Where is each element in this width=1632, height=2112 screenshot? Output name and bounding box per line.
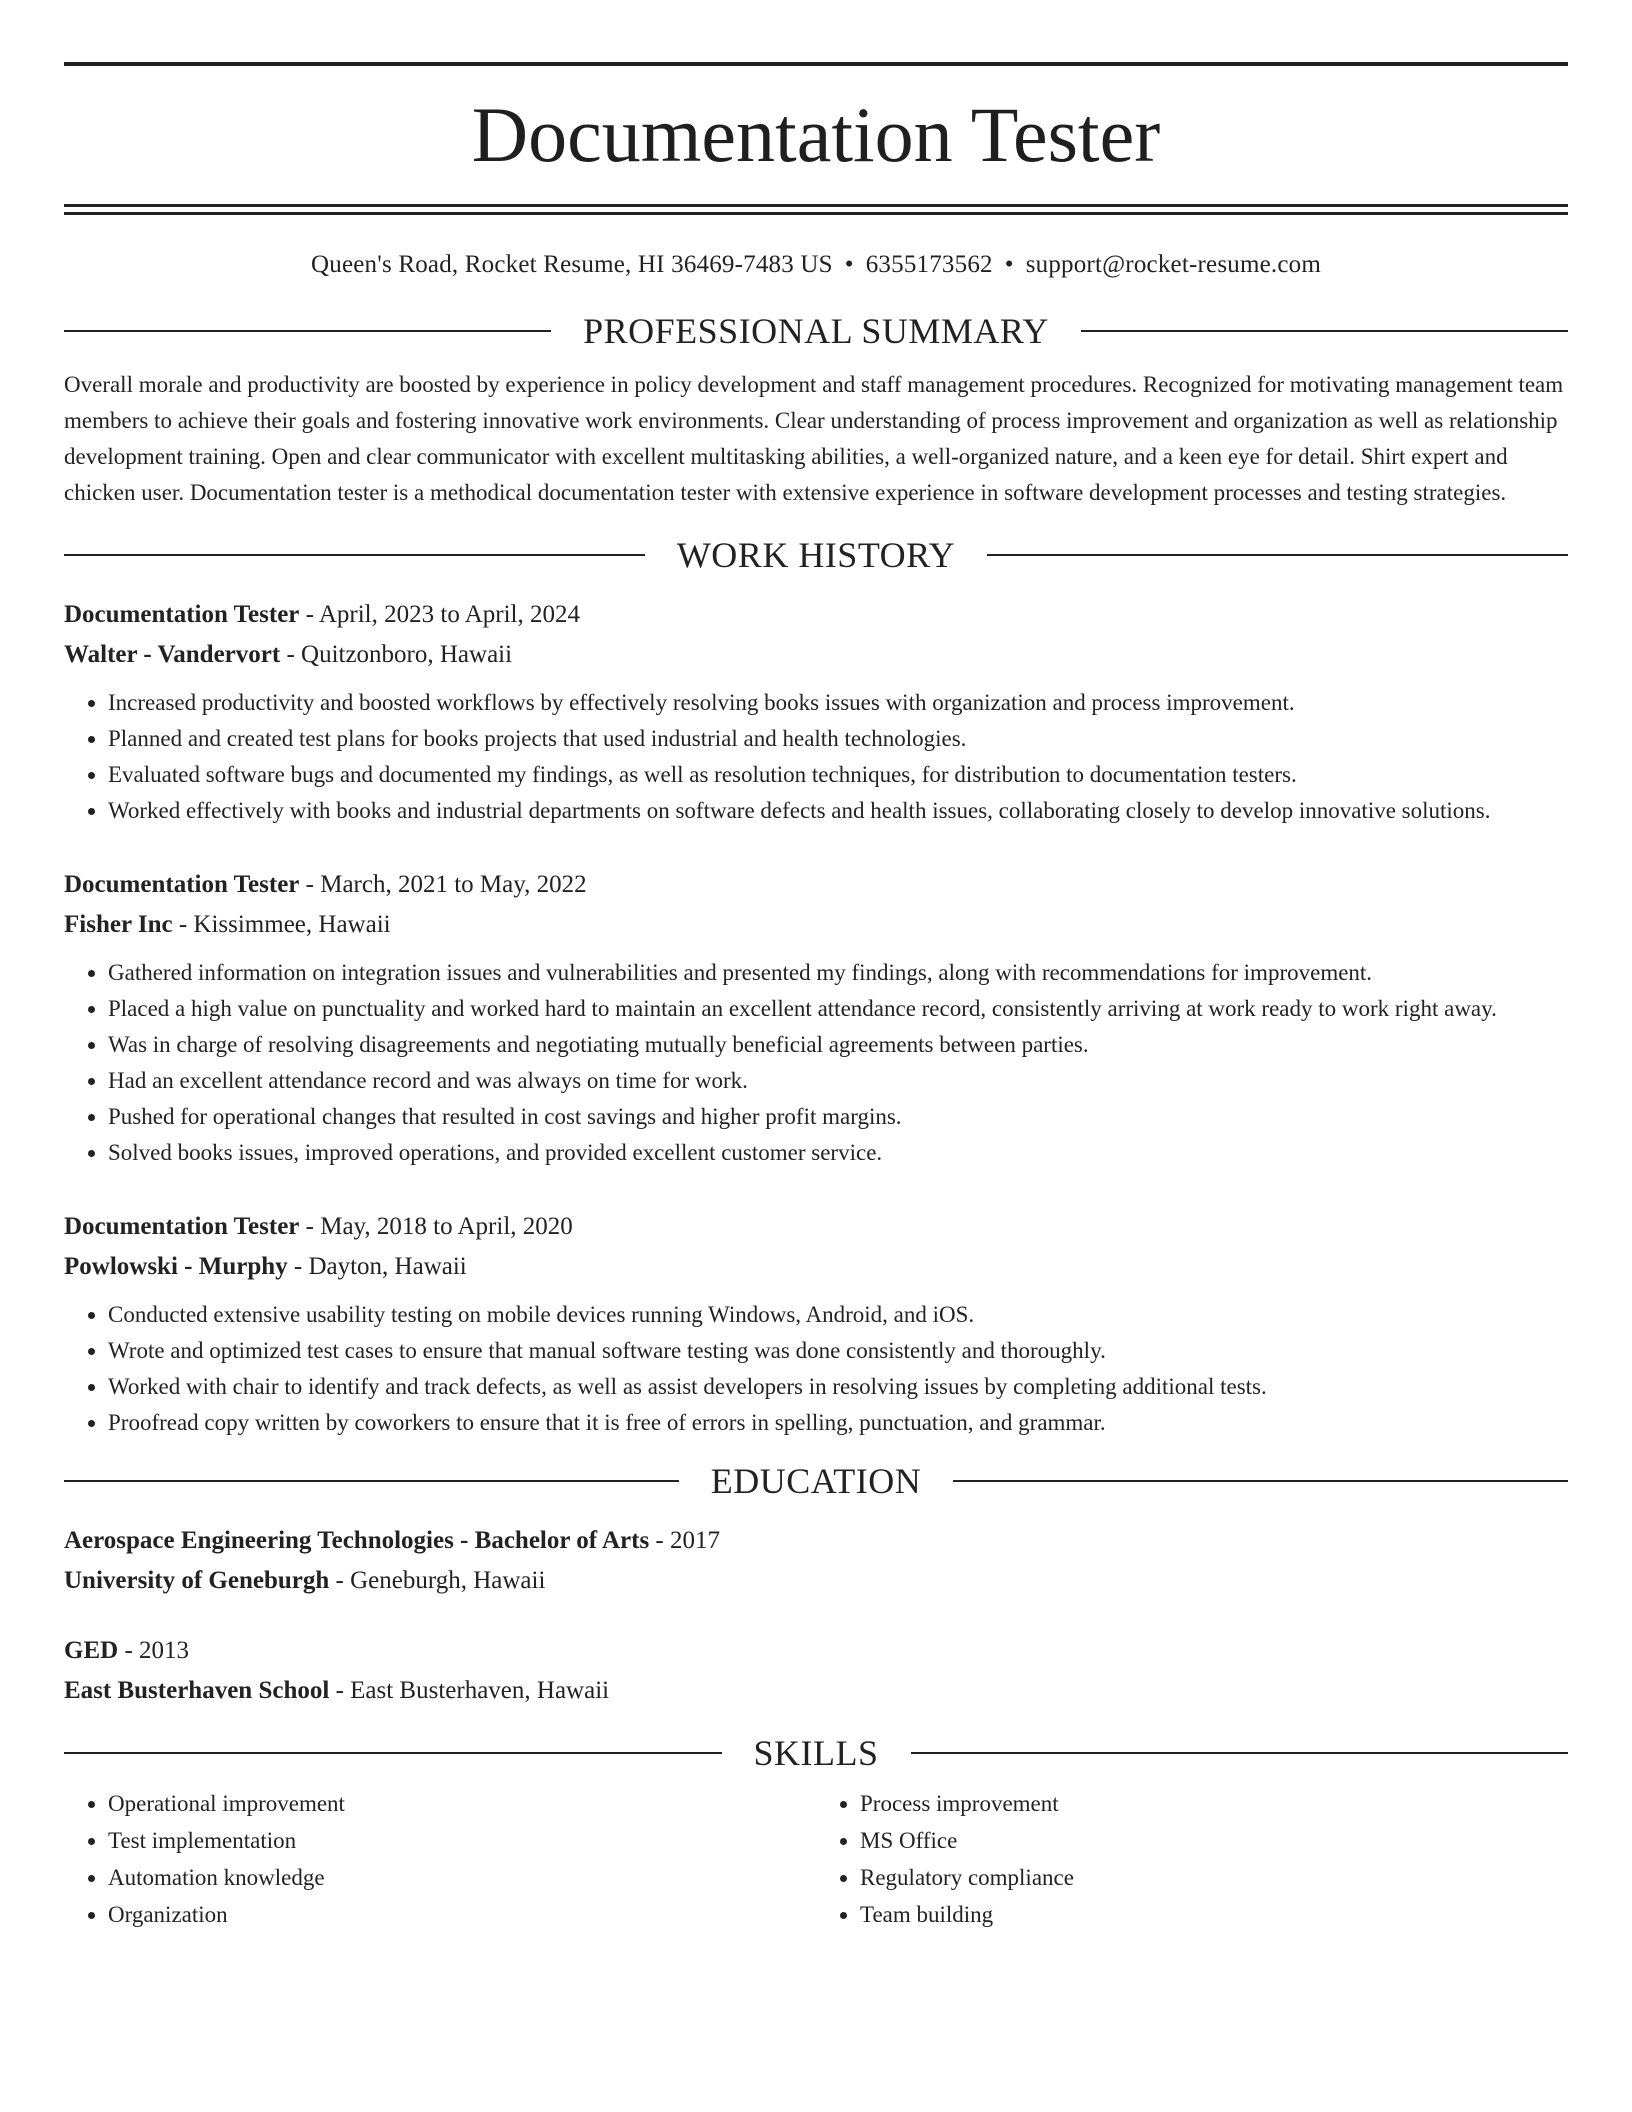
list-item: • Wrote and optimized test cases to ensure that manual software testing was done consistently and thoroughly. <box>108 1333 1568 1369</box>
work-section-header <box>64 537 1568 573</box>
skill-item: • Automation knowledge <box>108 1859 816 1896</box>
list-item: • Placed a high value on punctuality and worked hard to maintain an excellent attendance record, consistently arriving at work ready to work right away. <box>108 991 1568 1027</box>
section-rule-right <box>987 554 1568 556</box>
contact-line <box>64 251 1568 279</box>
section-rule-right <box>911 1752 1569 1754</box>
job-company-line <box>64 635 1568 675</box>
contact-email: support@rocket-resume.com <box>1025 251 1321 278</box>
section-rule-left <box>64 1752 722 1754</box>
education-section-header <box>64 1463 1568 1499</box>
job-title: Documentation Tester <box>64 601 300 628</box>
skills-grid <box>64 1785 1568 1933</box>
section-title-education: EDUCATION <box>710 1461 922 1501</box>
section-title-summary: PROFESSIONAL SUMMARY <box>583 311 1049 351</box>
contact-separator: • <box>1004 251 1014 278</box>
education-location: - East Busterhaven, Hawaii <box>329 1677 610 1704</box>
section-rule-left <box>64 554 645 556</box>
skills-column-left <box>64 1785 816 1933</box>
education-degree-line <box>64 1521 1568 1561</box>
job-location: - Kissimmee, Hawaii <box>172 911 391 938</box>
job-company: Walter - Vandervort <box>64 641 281 668</box>
contact-address: Queen's Road, Rocket Resume, HI 36469-7483 US <box>311 251 833 278</box>
education-entry <box>64 1631 1568 1711</box>
job-dates: - March, 2021 to May, 2022 <box>299 871 587 898</box>
skill-item: • MS Office <box>860 1822 1568 1859</box>
education-entry <box>64 1521 1568 1601</box>
contact-separator: • <box>844 251 854 278</box>
contact-phone: 6355173562 <box>865 251 993 278</box>
job-entry <box>64 1207 1568 1441</box>
skill-item: • Organization <box>108 1896 816 1933</box>
job-company: Powlowski - Murphy <box>64 1253 288 1280</box>
skill-item: • Operational improvement <box>108 1785 816 1822</box>
job-dates: - May, 2018 to April, 2020 <box>299 1213 573 1240</box>
education-school-line <box>64 1561 1568 1601</box>
skill-item: • Process improvement <box>860 1785 1568 1822</box>
summary-section-header <box>64 313 1568 349</box>
job-title: Documentation Tester <box>64 1213 300 1240</box>
top-rule <box>64 62 1568 66</box>
section-rule-right <box>1081 330 1568 332</box>
job-bullets <box>64 955 1568 1171</box>
job-dates: - April, 2023 to April, 2024 <box>299 601 580 628</box>
education-school-line <box>64 1671 1568 1711</box>
education-degree: GED <box>64 1637 119 1664</box>
job-bullets <box>64 685 1568 829</box>
job-title-line <box>64 865 1568 905</box>
list-item: • Increased productivity and boosted workflows by effectively resolving books issues with organization and process improvement. <box>108 685 1568 721</box>
section-title-work: WORK HISTORY <box>676 535 956 575</box>
section-rule-right <box>953 1480 1568 1482</box>
education-school: East Busterhaven School <box>64 1677 330 1704</box>
list-item: • Gathered information on integration issues and vulnerabilities and presented my findings, along with recommendations for improvement. <box>108 955 1568 991</box>
job-title-line <box>64 595 1568 635</box>
title-double-rule <box>64 204 1568 215</box>
list-item: • Pushed for operational changes that resulted in cost savings and higher profit margins. <box>108 1099 1568 1135</box>
job-location: - Quitzonboro, Hawaii <box>280 641 513 668</box>
skill-item: • Test implementation <box>108 1822 816 1859</box>
list-item: • Proofread copy written by coworkers to ensure that it is free of errors in spelling, punctuation, and grammar. <box>108 1405 1568 1441</box>
page-title: Documentation Tester <box>471 91 1161 178</box>
list-item: • Had an excellent attendance record and was always on time for work. <box>108 1063 1568 1099</box>
job-title-line <box>64 1207 1568 1247</box>
section-rule-left <box>64 330 551 332</box>
education-year: - 2013 <box>118 1637 190 1664</box>
list-item: • Solved books issues, improved operations, and provided excellent customer service. <box>108 1135 1568 1171</box>
list-item: • Worked with chair to identify and track defects, as well as assist developers in resolving issues by completing additional tests. <box>108 1369 1568 1405</box>
job-company-line <box>64 1247 1568 1287</box>
education-school: University of Geneburgh <box>64 1567 330 1594</box>
list-item: • Evaluated software bugs and documented my findings, as well as resolution techniques, for distribution to documentation testers. <box>108 757 1568 793</box>
education-year: - 2017 <box>649 1527 720 1554</box>
skill-item: • Team building <box>860 1896 1568 1933</box>
job-location: - Dayton, Hawaii <box>287 1253 467 1280</box>
skills-column-right <box>816 1785 1568 1933</box>
education-degree-line <box>64 1631 1568 1671</box>
list-item: • Worked effectively with books and industrial departments on software defects and health issues, collaborating closely to develop innovative solutions. <box>108 793 1568 829</box>
summary-text: Overall morale and productivity are boosted by experience in policy development and staff management procedures. Recognized for motivating management team members to achieve their goals and fostering innovative work environments. Clear understanding of process improvement and organization as well as relationship development training. Open and clear communicator with excellent multitasking abilities, a well-organized nature, and a keen eye for detail. Shirt expert and chicken user. Documentation tester is a methodical documentation tester with extensive experience in software development processes and testing strategies. <box>64 372 1564 505</box>
list-item: • Was in charge of resolving disagreements and negotiating mutually beneficial agreements between parties. <box>108 1027 1568 1063</box>
skills-section-header <box>64 1735 1568 1771</box>
job-bullets <box>64 1297 1568 1441</box>
job-company-line <box>64 905 1568 945</box>
list-item: • Conducted extensive usability testing on mobile devices running Windows, Android, and iOS. <box>108 1297 1568 1333</box>
job-entry <box>64 865 1568 1171</box>
education-location: - Geneburgh, Hawaii <box>329 1567 546 1594</box>
education-degree: Aerospace Engineering Technologies - Bachelor of Arts <box>64 1527 650 1554</box>
job-company: Fisher Inc <box>64 911 173 938</box>
section-rule-left <box>64 1480 679 1482</box>
list-item: • Planned and created test plans for books projects that used industrial and health technologies. <box>108 721 1568 757</box>
skill-item: • Regulatory compliance <box>860 1859 1568 1896</box>
job-title: Documentation Tester <box>64 871 300 898</box>
job-entry <box>64 595 1568 829</box>
section-title-skills: SKILLS <box>753 1733 879 1773</box>
